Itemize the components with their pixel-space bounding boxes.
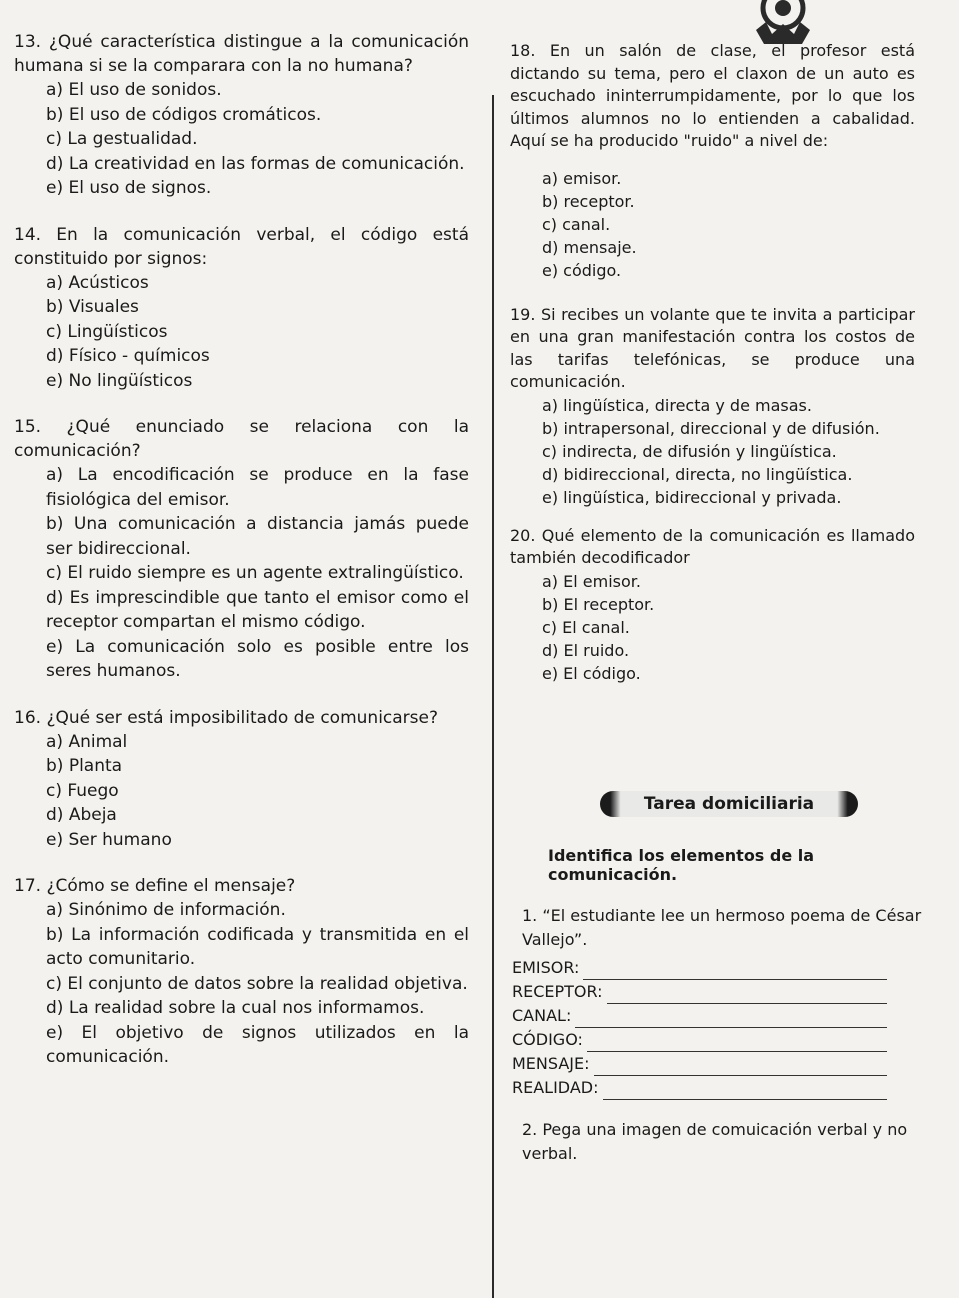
homework-banner: Tarea domiciliaria bbox=[600, 791, 858, 817]
realidad-field[interactable] bbox=[512, 1076, 887, 1100]
field-label: REALIDAD: bbox=[512, 1078, 599, 1097]
option: c) canal. bbox=[542, 214, 611, 234]
option: d) Físico - químicos bbox=[46, 346, 210, 366]
option: a) lingüística, directa y de masas. bbox=[542, 395, 812, 415]
option: c) indirecta, de difusión y lingüística. bbox=[542, 441, 837, 461]
option: a) La encodificación se produce en la fase fisiológica del emisor. bbox=[46, 465, 469, 510]
option: a) El uso de sonidos. bbox=[46, 80, 222, 100]
homework-item-1: 1. “El estudiante lee un hermoso poema de César Vallejo”. bbox=[522, 906, 922, 949]
option: b) Una comunicación a distancia jamás puede ser bidireccional. bbox=[46, 514, 469, 559]
option: c) El conjunto de datos sobre la realidad objetiva. bbox=[46, 973, 468, 994]
question-20 bbox=[510, 525, 915, 685]
option: d) La creatividad en las formas de comunicación. bbox=[46, 153, 465, 174]
right-column bbox=[510, 40, 915, 687]
field-label: CÓDIGO: bbox=[512, 1030, 583, 1049]
option: d) El ruido. bbox=[542, 640, 630, 660]
option: c) Lingüísticos bbox=[46, 321, 168, 342]
question-13-title: 13. ¿Qué característica distingue a la comunicación humana si se la comparara con la no humana? bbox=[14, 32, 469, 76]
option: a) Animal bbox=[46, 731, 128, 752]
option: a) emisor. bbox=[542, 168, 622, 188]
question-17-title: 17. ¿Cómo se define el mensaje? bbox=[14, 876, 296, 896]
emisor-field[interactable] bbox=[512, 956, 887, 980]
option: c) El ruido siempre es un agente extralingüístico. bbox=[46, 563, 464, 583]
question-20-title: 20. Qué elemento de la comunicación es llamado también decodificador bbox=[510, 525, 915, 567]
field-label: MENSAJE: bbox=[512, 1054, 590, 1073]
left-column bbox=[14, 30, 469, 1072]
mensaje-field[interactable] bbox=[512, 1052, 887, 1076]
option: c) La gestualidad. bbox=[46, 129, 198, 149]
field-label: RECEPTOR: bbox=[512, 982, 603, 1001]
homework-item-2: 2. Pega una imagen de comuicación verbal y no verbal. bbox=[522, 1120, 908, 1163]
option: d) bidireccional, directa, no lingüística. bbox=[542, 464, 853, 484]
option: b) Visuales bbox=[46, 297, 139, 317]
option: b) Planta bbox=[46, 756, 123, 776]
option: e) La comunicación solo es posible entre los seres humanos. bbox=[46, 636, 469, 681]
column-divider bbox=[492, 95, 494, 1298]
question-16-title: 16. ¿Qué ser está imposibilitado de comunicarse? bbox=[14, 707, 439, 728]
option: a) Acústicos bbox=[46, 272, 149, 293]
option: b) La información codificada y transmitida en el acto comunitario. bbox=[46, 924, 469, 969]
homework-heading: Identifica los elementos de la comunicación. bbox=[548, 846, 815, 884]
question-16 bbox=[14, 706, 469, 853]
option: b) intrapersonal, direccional y de difusión. bbox=[542, 418, 880, 438]
question-17 bbox=[14, 874, 469, 1070]
question-18 bbox=[510, 40, 915, 282]
question-13 bbox=[14, 30, 469, 201]
question-14 bbox=[14, 223, 469, 394]
question-14-title: 14. En la comunicación verbal, el código está constituido por signos: bbox=[14, 224, 469, 269]
option: d) Es imprescindible que tanto el emisor como el receptor compartan el mismo código. bbox=[46, 587, 469, 632]
codigo-field[interactable] bbox=[512, 1028, 887, 1052]
option: e) Ser humano bbox=[46, 829, 172, 850]
option: c) El canal. bbox=[542, 617, 630, 637]
option: a) El emisor. bbox=[542, 571, 641, 591]
option: e) código. bbox=[542, 260, 622, 280]
receptor-field[interactable] bbox=[512, 980, 887, 1004]
option: c) Fuego bbox=[46, 780, 119, 801]
option: b) El uso de códigos cromáticos. bbox=[46, 104, 322, 125]
option: a) Sinónimo de información. bbox=[46, 900, 286, 920]
option: e) No lingüísticos bbox=[46, 370, 193, 391]
option: e) El código. bbox=[542, 663, 641, 683]
option: e) El uso de signos. bbox=[46, 178, 212, 198]
question-19 bbox=[510, 304, 915, 509]
option: d) La realidad sobre la cual nos informamos. bbox=[46, 998, 425, 1018]
option: e) lingüística, bidireccional y privada. bbox=[542, 487, 842, 507]
field-label: EMISOR: bbox=[512, 958, 580, 977]
question-19-title: 19. Si recibes un volante que te invita a participar en una gran manifestación contra los costos de las tarifas telefónicas, se produce una comunicación. bbox=[510, 304, 915, 391]
field-label: CANAL: bbox=[512, 1006, 572, 1025]
question-15 bbox=[14, 415, 469, 684]
canal-field[interactable] bbox=[512, 1004, 887, 1028]
option: b) receptor. bbox=[542, 191, 635, 211]
option: d) Abeja bbox=[46, 805, 117, 825]
option: e) El objetivo de signos utilizados en la comunicación. bbox=[46, 1022, 469, 1067]
homework-section bbox=[510, 846, 930, 1166]
option: d) mensaje. bbox=[542, 237, 637, 257]
question-15-title: 15. ¿Qué enunciado se relaciona con la comunicación? bbox=[14, 417, 469, 461]
option: b) El receptor. bbox=[542, 594, 655, 614]
question-18-title: 18. En un salón de clase, el profesor está dictando su tema, pero el claxon de un auto es escuchado ininterrumpidamente, por lo que los últimos alumnos no lo entienden a cabalidad. Aquí se ha producido "ruido" a nivel de: bbox=[510, 41, 915, 150]
